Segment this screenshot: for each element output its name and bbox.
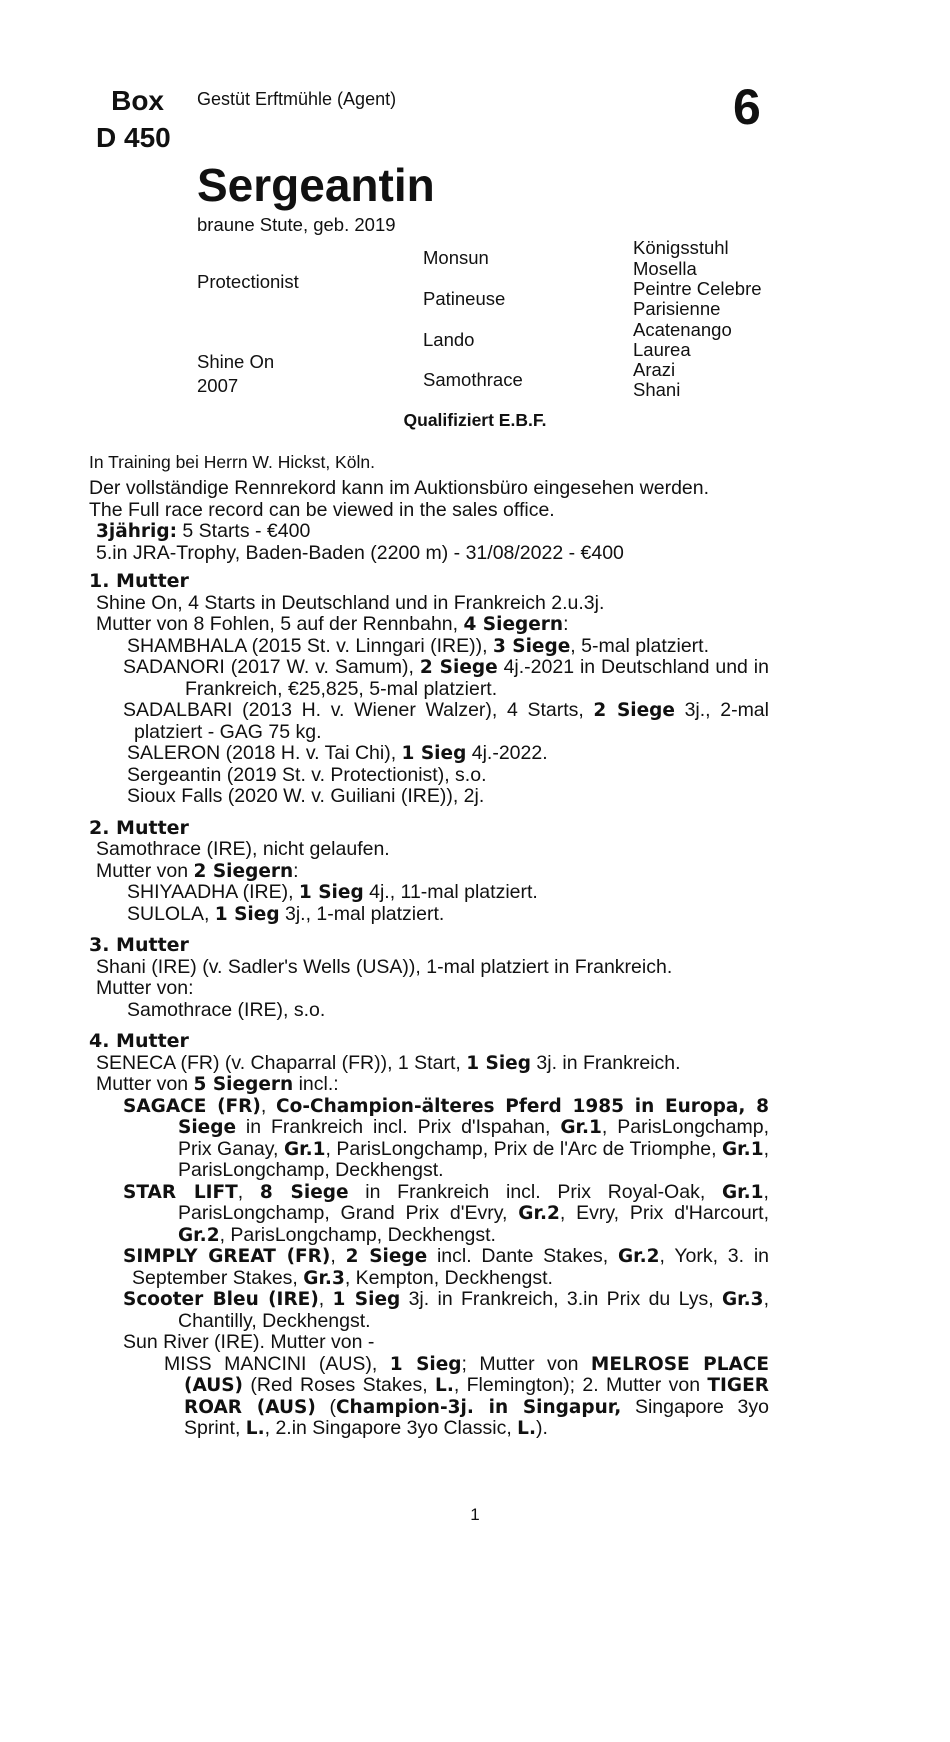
race-record xyxy=(89,478,769,564)
horse-name: Sergeantin xyxy=(197,159,435,211)
text-segment: , 2.in Singapore 3yo Classic, xyxy=(264,1417,518,1439)
dam4-offspring xyxy=(89,1182,769,1247)
text-segment: 3j., 1-mal platziert. xyxy=(279,902,445,925)
text-segment: 1 Sieg xyxy=(332,1289,401,1310)
text-segment: Gr.1 xyxy=(283,1138,326,1160)
page-number: 1 xyxy=(470,1505,480,1524)
dam2-produce-summary xyxy=(89,861,769,883)
text-segment: TIGER ROAR (AUS) xyxy=(184,1375,769,1418)
text-segment: , Chantilly, Deckhengst. xyxy=(178,1288,769,1332)
record-placing: 5.in JRA-Trophy, Baden-Baden (2200 m) - 31/08/2022 - €400 xyxy=(96,541,624,564)
text-segment: Gr.2 xyxy=(617,1246,660,1267)
text-segment: Gr.2 xyxy=(178,1224,220,1246)
dam4-offspring xyxy=(89,1289,769,1332)
text-segment: SULOLA, xyxy=(127,902,215,925)
text-segment: , Evry, Prix d'Harcourt, xyxy=(559,1202,769,1224)
horse-description: braune Stute, geb. 2019 xyxy=(197,214,396,235)
box-label xyxy=(96,82,171,156)
text-segment: 4j., 11-mal platziert. xyxy=(363,881,538,903)
text-segment: ( xyxy=(315,1395,336,1418)
dam3-offspring: Samothrace (IRE), s.o. xyxy=(127,998,326,1021)
text-segment: STAR LIFT xyxy=(123,1181,238,1203)
text-segment: in Frankreich incl. Prix d'Ispahan, xyxy=(236,1116,561,1138)
dam4-produce-summary xyxy=(89,1074,769,1096)
pedigree-dam-dam: Samothrace xyxy=(423,369,523,390)
text-segment: , ParisLongchamp, Deckhengst. xyxy=(178,1137,769,1181)
text-segment: , Kempton, Deckhengst. xyxy=(344,1266,553,1289)
text-segment: Gr.1 xyxy=(721,1181,764,1203)
text-segment: SALERON (2018 H. v. Tai Chi), xyxy=(127,742,402,764)
dam2-offspring xyxy=(89,882,769,904)
pedigree-g2: Mosella xyxy=(633,258,697,279)
text-segment: L. xyxy=(245,1418,265,1439)
text-segment: SIMPLY GREAT (FR) xyxy=(123,1246,331,1267)
dam3-produce-summary: Mutter von: xyxy=(96,977,194,999)
text-segment: 8 Siege xyxy=(259,1181,349,1203)
text-segment: Mutter von 8 Fohlen, 5 auf der Rennbahn, xyxy=(96,613,464,635)
pedigree-dam-sire: Lando xyxy=(423,329,475,350)
text-segment: Champion-3j. in Singapur, xyxy=(335,1396,622,1418)
text-segment: 2 Siege xyxy=(419,657,498,678)
pedigree-g5: Acatenango xyxy=(633,319,732,340)
dam2-line: Samothrace (IRE), nicht gelaufen. xyxy=(96,838,390,860)
text-segment: ). xyxy=(536,1417,548,1439)
catalogue-body xyxy=(89,571,769,1440)
pedigree-g4: Parisienne xyxy=(633,298,721,319)
dam4-offspring xyxy=(89,1096,769,1182)
text-segment: Gr.3 xyxy=(721,1289,764,1310)
text-segment: SADALBARI (2013 H. v. Wiener Walzer), 4 Starts, xyxy=(123,699,594,721)
pedigree-sire-dam: Patineuse xyxy=(423,288,506,309)
text-segment: Gr.3 xyxy=(303,1267,345,1289)
dam1-produce-summary xyxy=(89,614,769,636)
dam4-line xyxy=(89,1053,769,1075)
text-segment: Gr.1 xyxy=(560,1117,602,1138)
dam4-offspring xyxy=(89,1246,769,1289)
text-segment: 1 Sieg xyxy=(298,882,364,903)
text-segment: Gr.1 xyxy=(722,1138,764,1160)
text-segment: L. xyxy=(435,1375,454,1396)
text-segment: SENECA (FR) (v. Chaparral (FR)), 1 Start, xyxy=(96,1051,467,1074)
record-note-en: The Full race record can be viewed in the sales office. xyxy=(89,498,555,521)
pedigree-dam-year: 2007 xyxy=(197,375,239,396)
text-segment: MISS MANCINI (AUS), xyxy=(164,1352,390,1375)
training-note: In Training bei Herrn W. Hickst, Köln. xyxy=(89,452,375,472)
text-segment: 3j. in Frankreich. xyxy=(530,1051,681,1074)
text-segment: , xyxy=(237,1180,260,1203)
text-segment: in Frankreich incl. Prix Royal-Oak, xyxy=(348,1180,722,1203)
text-segment: incl.: xyxy=(293,1073,339,1095)
text-segment: Mutter von xyxy=(96,1073,194,1095)
pedigree-dam: Shine On xyxy=(197,351,275,372)
text-segment: 4j.-2022. xyxy=(466,742,548,764)
pedigree-sire-sire: Monsun xyxy=(423,247,489,268)
text-segment: incl. Dante Stakes, xyxy=(427,1245,618,1267)
text-segment: Scooter Bleu (IRE) xyxy=(123,1289,319,1310)
text-segment: Co-Champion-älteres Pferd 1985 in Europa, 8 Siege xyxy=(178,1095,769,1138)
dam1-heading: 1. Mutter xyxy=(89,570,189,592)
dam1-offspring xyxy=(89,657,769,700)
text-segment: , xyxy=(330,1245,346,1267)
dam1-line: Shine On, 4 Starts in Deutschland und in Frankreich 2.u.3j. xyxy=(96,591,605,614)
lot-number: 6 xyxy=(733,79,761,135)
text-segment: ; Mutter von xyxy=(461,1352,591,1375)
text-segment: 1 Sieg xyxy=(466,1052,531,1074)
dam1-offspring xyxy=(89,700,769,743)
text-segment: 1 Sieg xyxy=(401,743,467,764)
text-segment: 5 Siegern xyxy=(193,1074,294,1095)
text-segment: 2 Siegern xyxy=(193,860,294,882)
text-segment: , xyxy=(318,1288,333,1310)
record-age-label: 3jährig: xyxy=(96,521,177,542)
pedigree-g3: Peintre Celebre xyxy=(633,278,762,299)
pedigree-g1: Königsstuhl xyxy=(633,237,729,258)
text-segment: 2 Siege xyxy=(345,1246,428,1267)
record-note-de: Der vollständige Rennrekord kann im Auktionsbüro eingesehen werden. xyxy=(89,477,710,499)
qualification: Qualifiziert E.B.F. xyxy=(403,410,547,430)
text-segment: SHIYAADHA (IRE), xyxy=(127,881,299,903)
box-number: D 450 xyxy=(96,122,171,153)
dam1-offspring: Sergeantin (2019 St. v. Protectionist), s.o. xyxy=(127,763,487,786)
pedigree-g8: Shani xyxy=(633,379,681,400)
text-segment: 1 Sieg xyxy=(214,903,280,925)
text-segment: Singapore 3yo Sprint, xyxy=(184,1395,769,1439)
text-segment: MELROSE PLACE (AUS) xyxy=(184,1353,770,1396)
text-segment: , xyxy=(260,1094,277,1117)
dam4-grand-offspring xyxy=(89,1354,769,1440)
text-segment: Mutter von xyxy=(96,859,194,882)
text-segment: : xyxy=(563,613,569,635)
dam3-line: Shani (IRE) (v. Sadler's Wells (USA)), 1-mal platziert in Frankreich. xyxy=(96,955,673,978)
text-segment: L. xyxy=(517,1418,536,1439)
box-line: Box xyxy=(111,85,164,116)
text-segment: SAGACE (FR) xyxy=(123,1095,261,1117)
dam3-heading: 3. Mutter xyxy=(89,934,189,956)
text-segment: 3j. in Frankreich, 3.in Prix du Lys, xyxy=(400,1288,722,1310)
dam1-offspring: Sioux Falls (2020 W. v. Guiliani (IRE)), 2j. xyxy=(127,785,485,807)
text-segment: , ParisLongchamp, Grand Prix d'Evry, xyxy=(178,1180,769,1224)
dam1-offspring xyxy=(89,743,769,765)
text-segment: , ParisLongchamp, Deckhengst. xyxy=(219,1223,496,1246)
text-segment: : xyxy=(293,859,299,882)
dam4-offspring: Sun River (IRE). Mutter von - xyxy=(123,1331,375,1353)
text-segment: , York, 3. in September Stakes, xyxy=(132,1245,769,1289)
dam4-heading: 4. Mutter xyxy=(89,1030,189,1052)
text-segment: SADANORI (2017 W. v. Samum), xyxy=(123,656,420,678)
text-segment: 2 Siege xyxy=(593,700,675,721)
pedigree-g6: Laurea xyxy=(633,339,691,360)
text-segment: , 5-mal platziert. xyxy=(570,634,709,657)
text-segment: 1 Sieg xyxy=(389,1353,462,1375)
text-segment: 3 Siege xyxy=(492,635,571,657)
text-segment: SHAMBHALA (2015 St. v. Linngari (IRE)), xyxy=(127,634,493,657)
text-segment: (Red Roses Stakes, xyxy=(243,1374,436,1396)
dam1-offspring xyxy=(89,636,769,658)
text-segment: 4j.-2021 in Deutschland und in Frankreich, €25,825, 5-mal platziert. xyxy=(185,656,769,700)
text-segment: 3j., 2-mal platziert - GAG 75 kg. xyxy=(134,699,769,743)
record-age-summary: 5 Starts - €400 xyxy=(182,520,311,542)
text-segment: , ParisLongchamp, Prix Ganay, xyxy=(178,1116,769,1160)
dam2-offspring xyxy=(89,904,769,926)
text-segment: , Flemington); 2. Mutter von xyxy=(453,1374,708,1396)
text-segment: Gr.2 xyxy=(518,1203,560,1224)
text-segment: , ParisLongchamp, Prix de l'Arc de Triomphe, xyxy=(325,1137,722,1160)
consignor: Gestüt Erftmühle (Agent) xyxy=(197,89,397,109)
dam2-heading: 2. Mutter xyxy=(89,816,189,839)
pedigree-sire: Protectionist xyxy=(197,271,299,292)
pedigree-g7: Arazi xyxy=(633,359,676,380)
text-segment: 4 Siegern xyxy=(463,614,564,635)
